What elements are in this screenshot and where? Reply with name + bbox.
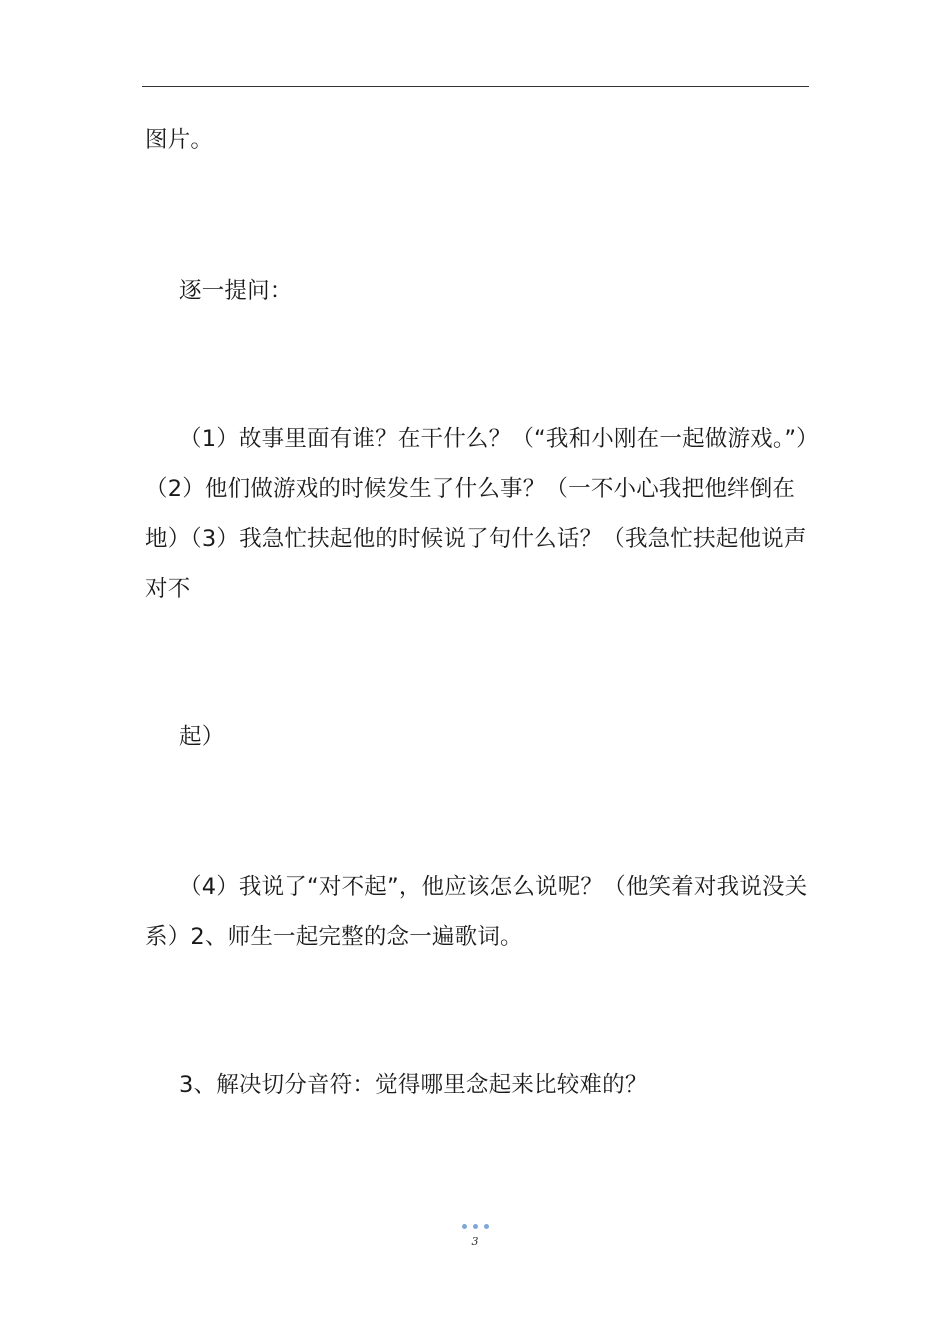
- paragraph-questions-intro: 逐一提问：: [179, 278, 293, 304]
- page-footer: [0, 1214, 950, 1248]
- paragraph-syncopation: 3、解决切分音符：觉得哪里念起来比较难的？: [179, 1072, 648, 1098]
- paragraph-questions-continued: 起）: [179, 724, 225, 750]
- ellipsis-dots-icon: [462, 1224, 489, 1229]
- paragraph-question-4: （4）我说了“对不起”，他应该怎么说呢？（他笑着对我说没关系）2、师生一起完整的念一遍歌词。: [145, 874, 808, 950]
- header-rule: [142, 86, 809, 87]
- paragraph-questions-1-3: （1）故事里面有谁？在干什么？（“我和小刚在一起做游戏。”）（2）他们做游戏的时候发生了什么事？（一不小心我把他绊倒在地）（3）我急忙扶起他的时候说了句什么话？（我急忙扶起他说声对不: [145, 426, 808, 602]
- paragraph-continuation: 图片。: [145, 127, 214, 153]
- page-number: 3: [471, 1235, 479, 1248]
